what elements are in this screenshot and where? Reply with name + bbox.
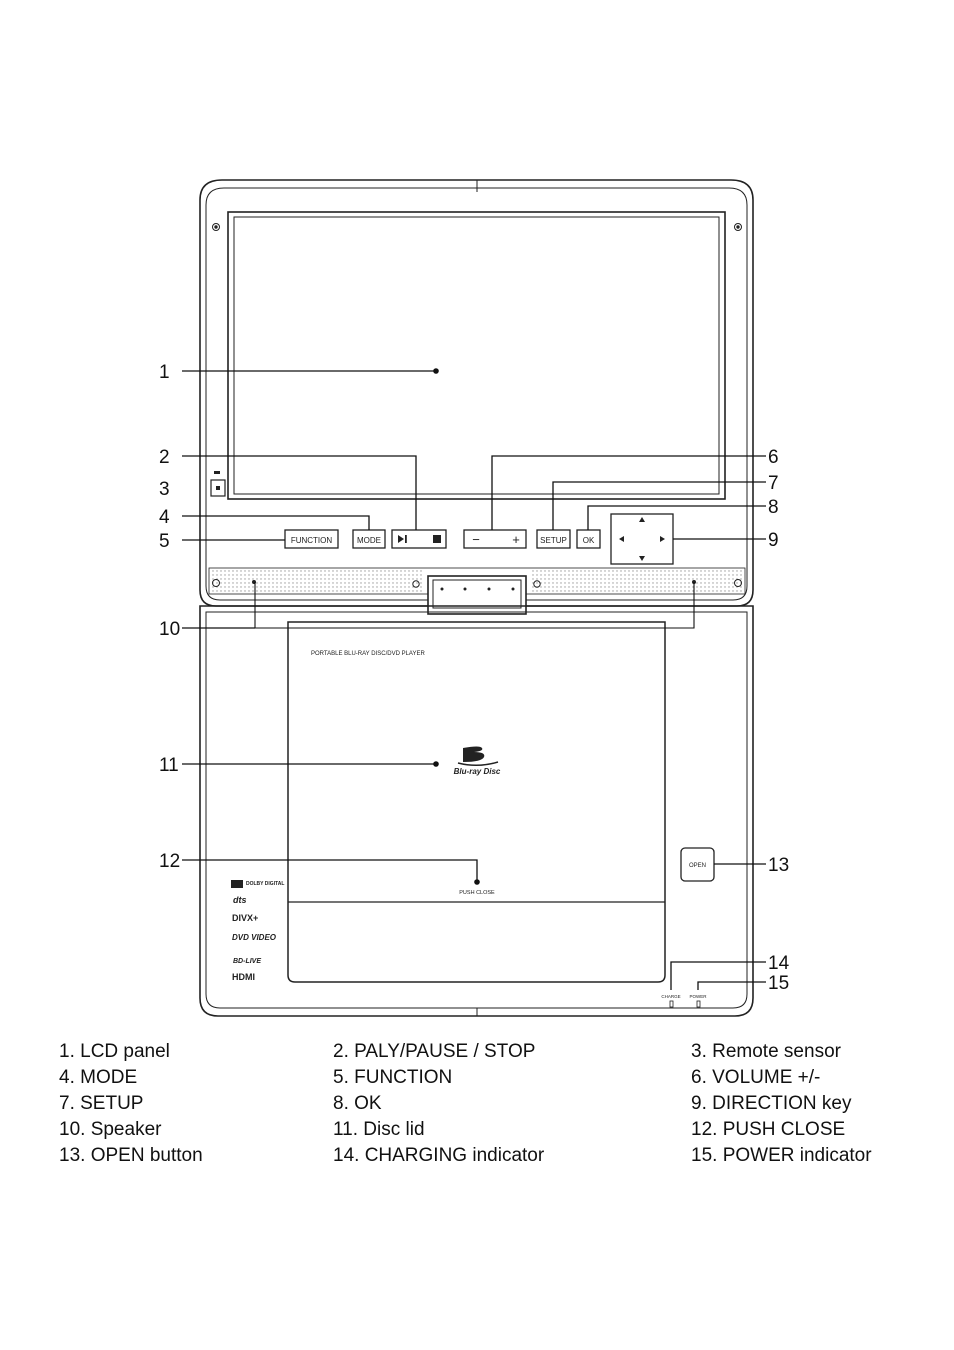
- callout-15: 15: [768, 973, 790, 994]
- volume-minus-icon: −: [472, 532, 480, 547]
- callout-10: 10: [159, 619, 181, 640]
- ok-button[interactable]: [577, 530, 600, 548]
- callout-7: 7: [768, 473, 779, 494]
- pause-icon: [405, 535, 407, 543]
- bd-live-logo-text: BD-LIVE: [233, 958, 261, 965]
- dvd-logo-text: DVD VIDEO: [232, 933, 277, 942]
- callout-11: 11: [159, 755, 179, 776]
- remote-sensor: [211, 471, 225, 496]
- legend-item-4: 4. MODE: [59, 1067, 138, 1088]
- disc-lid[interactable]: [288, 622, 665, 982]
- format-logos: [231, 880, 284, 982]
- power-label: POWER: [689, 994, 707, 999]
- function-button[interactable]: [285, 530, 338, 548]
- play-pause-stop-button[interactable]: [392, 530, 446, 548]
- callout-9: 9: [768, 530, 779, 551]
- push-close-label: PUSH CLOSE: [459, 890, 495, 896]
- callout-13: 13: [768, 855, 790, 876]
- open-button[interactable]: [681, 848, 714, 881]
- dolby-logo-text: DOLBY DIGITAL: [246, 881, 285, 887]
- arrow-right-icon: [660, 536, 665, 542]
- stop-icon: [433, 535, 441, 543]
- legend-item-3: 3. Remote sensor: [691, 1041, 841, 1062]
- legend-item-14: 14. CHARGING indicator: [333, 1145, 545, 1166]
- callout-1: 1: [159, 362, 170, 383]
- callout-8: 8: [768, 497, 779, 518]
- arrow-down-icon: [639, 556, 645, 561]
- callout-dots: [433, 368, 480, 885]
- callout-2: 2: [159, 447, 170, 468]
- legend-item-15: 15. POWER indicator: [691, 1145, 872, 1166]
- hdmi-logo-text: HDMI: [232, 972, 255, 982]
- function-button-label: FUNCTION: [290, 536, 333, 545]
- bd-live-logo: [233, 958, 261, 965]
- setup-button-label: SETUP: [540, 536, 567, 545]
- setup-button[interactable]: [537, 530, 570, 548]
- legend-item-13: 13. OPEN button: [59, 1145, 203, 1166]
- dvd-logo: [232, 933, 277, 942]
- mode-button-label: MODE: [357, 536, 381, 545]
- callout-leaders: [182, 371, 766, 990]
- hdmi-logo: [232, 972, 255, 982]
- legend-item-11: 11. Disc lid: [333, 1119, 425, 1140]
- play-icon: [398, 535, 404, 543]
- bluray-logo: [454, 747, 501, 777]
- arrow-left-icon: [619, 536, 624, 542]
- volume-plus-icon: +: [512, 532, 520, 547]
- dts-logo: [233, 895, 247, 905]
- legend-item-12: 12. PUSH CLOSE: [691, 1119, 846, 1140]
- legend-item-6: 6. VOLUME +/-: [691, 1067, 821, 1088]
- dolby-logo: [231, 880, 284, 888]
- legend-item-7: 7. SETUP: [59, 1093, 144, 1114]
- callout-4: 4: [159, 507, 170, 528]
- callout-6: 6: [768, 447, 779, 468]
- legend-item-8: 8. OK: [333, 1093, 382, 1114]
- legend-item-1: 1. LCD panel: [59, 1041, 170, 1062]
- divx-logo-text: DIVX+: [232, 913, 259, 923]
- volume-button[interactable]: [464, 530, 526, 548]
- callout-numbers: [159, 362, 790, 994]
- lid-title: PORTABLE BLU-RAY DISC/DVD PLAYER: [311, 651, 425, 657]
- open-button-label: OPEN: [688, 863, 707, 869]
- callout-5: 5: [159, 531, 170, 552]
- legend-item-10: 10. Speaker: [59, 1119, 162, 1140]
- bluray-logo-text: Blu-ray Disc: [453, 767, 501, 776]
- ok-button-label: OK: [582, 536, 595, 545]
- charging-indicator: [661, 994, 680, 1007]
- legend-item-2: 2. PALY/PAUSE / STOP: [333, 1041, 536, 1062]
- legend-item-5: 5. FUNCTION: [333, 1067, 453, 1088]
- dts-logo-text: dts: [233, 895, 247, 905]
- direction-key[interactable]: [611, 514, 673, 564]
- hinge: [428, 576, 526, 614]
- callout-12: 12: [159, 851, 181, 872]
- arrow-up-icon: [639, 517, 645, 522]
- base-housing: [200, 606, 753, 1016]
- mode-button[interactable]: [353, 530, 385, 548]
- power-indicator: [689, 994, 707, 1007]
- charge-label: CHARGE: [661, 994, 681, 999]
- divx-logo: [232, 913, 258, 923]
- callout-3: 3: [159, 479, 170, 500]
- callout-14: 14: [768, 953, 790, 974]
- legend-item-9: 9. DIRECTION key: [691, 1093, 852, 1114]
